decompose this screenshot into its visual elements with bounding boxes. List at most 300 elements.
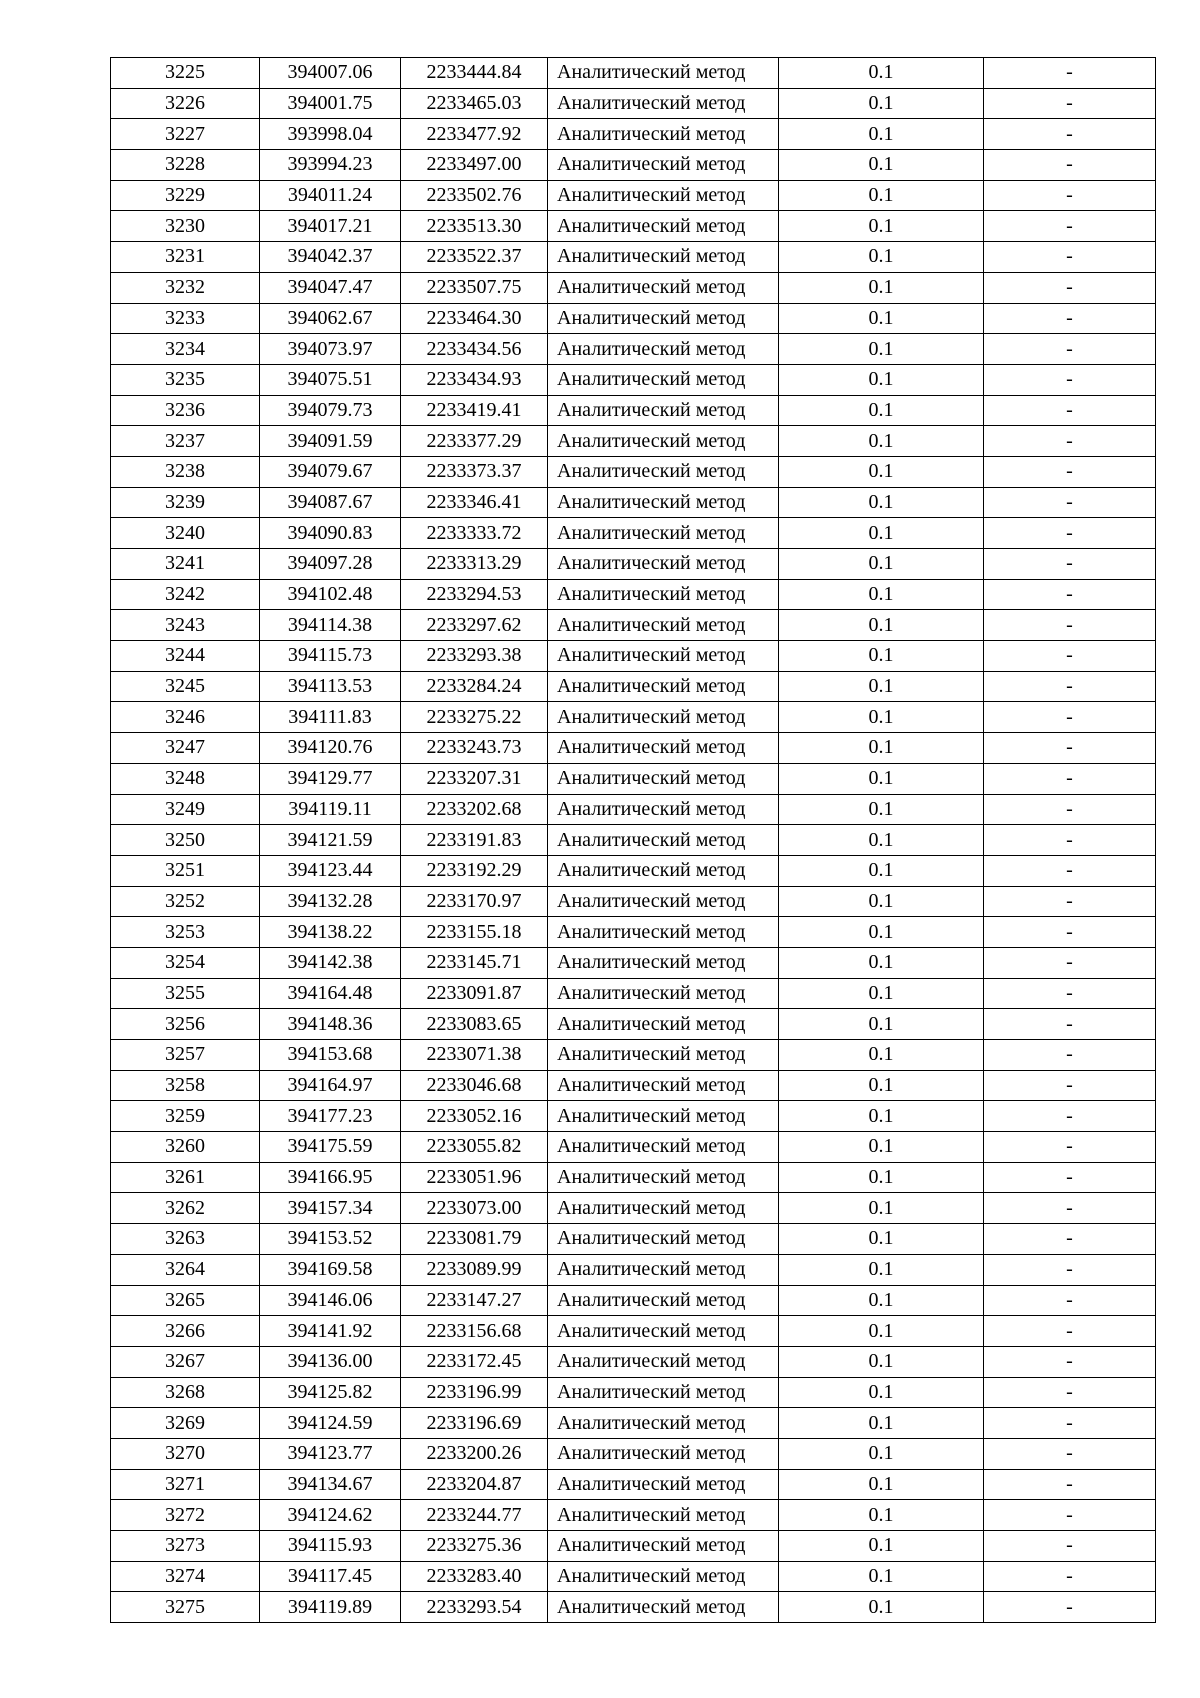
point-number-cell: 3237 — [111, 426, 260, 457]
point-number-cell: 3261 — [111, 1162, 260, 1193]
point-number-cell: 3265 — [111, 1285, 260, 1316]
point-number-cell: 3229 — [111, 180, 260, 211]
x-coordinate-cell: 394169.58 — [260, 1254, 401, 1285]
accuracy-cell: 0.1 — [779, 303, 984, 334]
accuracy-cell: 0.1 — [779, 1101, 984, 1132]
method-cell: Аналитический метод — [548, 1469, 779, 1500]
x-coordinate-cell: 394115.73 — [260, 641, 401, 672]
point-number-cell: 3231 — [111, 242, 260, 273]
table-row — [111, 1254, 1156, 1285]
accuracy-cell: 0.1 — [779, 733, 984, 764]
x-coordinate-cell: 394177.23 — [260, 1101, 401, 1132]
accuracy-cell: 0.1 — [779, 1316, 984, 1347]
x-coordinate-cell: 394141.92 — [260, 1316, 401, 1347]
accuracy-cell: 0.1 — [779, 180, 984, 211]
accuracy-cell: 0.1 — [779, 1438, 984, 1469]
description-cell: - — [984, 1346, 1156, 1377]
y-coordinate-cell: 2233333.72 — [401, 518, 548, 549]
method-cell: Аналитический метод — [548, 1224, 779, 1255]
y-coordinate-cell: 2233145.71 — [401, 947, 548, 978]
x-coordinate-cell: 394121.59 — [260, 825, 401, 856]
accuracy-cell: 0.1 — [779, 426, 984, 457]
point-number-cell: 3246 — [111, 702, 260, 733]
description-cell: - — [984, 1009, 1156, 1040]
y-coordinate-cell: 2233502.76 — [401, 180, 548, 211]
x-coordinate-cell: 394138.22 — [260, 917, 401, 948]
accuracy-cell: 0.1 — [779, 1285, 984, 1316]
x-coordinate-cell: 394017.21 — [260, 211, 401, 242]
x-coordinate-cell: 394079.73 — [260, 395, 401, 426]
accuracy-cell: 0.1 — [779, 702, 984, 733]
description-cell: - — [984, 334, 1156, 365]
coordinates-table-body — [111, 58, 1156, 1623]
table-row — [111, 242, 1156, 273]
y-coordinate-cell: 2233434.93 — [401, 364, 548, 395]
x-coordinate-cell: 394124.59 — [260, 1408, 401, 1439]
description-cell: - — [984, 702, 1156, 733]
accuracy-cell: 0.1 — [779, 579, 984, 610]
table-row — [111, 88, 1156, 119]
accuracy-cell: 0.1 — [779, 1009, 984, 1040]
point-number-cell: 3249 — [111, 794, 260, 825]
method-cell: Аналитический метод — [548, 242, 779, 273]
method-cell: Аналитический метод — [548, 702, 779, 733]
table-row — [111, 855, 1156, 886]
description-cell: - — [984, 456, 1156, 487]
x-coordinate-cell: 394111.83 — [260, 702, 401, 733]
description-cell: - — [984, 917, 1156, 948]
y-coordinate-cell: 2233513.30 — [401, 211, 548, 242]
accuracy-cell: 0.1 — [779, 242, 984, 273]
table-row — [111, 518, 1156, 549]
method-cell: Аналитический метод — [548, 1101, 779, 1132]
method-cell: Аналитический метод — [548, 1377, 779, 1408]
point-number-cell: 3270 — [111, 1438, 260, 1469]
point-number-cell: 3230 — [111, 211, 260, 242]
description-cell: - — [984, 364, 1156, 395]
x-coordinate-cell: 394062.67 — [260, 303, 401, 334]
description-cell: - — [984, 1561, 1156, 1592]
y-coordinate-cell: 2233293.38 — [401, 641, 548, 672]
y-coordinate-cell: 2233243.73 — [401, 733, 548, 764]
x-coordinate-cell: 394175.59 — [260, 1132, 401, 1163]
x-coordinate-cell: 394153.68 — [260, 1040, 401, 1071]
x-coordinate-cell: 394079.67 — [260, 456, 401, 487]
y-coordinate-cell: 2233172.45 — [401, 1346, 548, 1377]
point-number-cell: 3269 — [111, 1408, 260, 1439]
x-coordinate-cell: 394090.83 — [260, 518, 401, 549]
accuracy-cell: 0.1 — [779, 1132, 984, 1163]
y-coordinate-cell: 2233052.16 — [401, 1101, 548, 1132]
table-row — [111, 947, 1156, 978]
table-row — [111, 58, 1156, 89]
description-cell: - — [984, 1469, 1156, 1500]
x-coordinate-cell: 394047.47 — [260, 272, 401, 303]
table-row — [111, 426, 1156, 457]
y-coordinate-cell: 2233170.97 — [401, 886, 548, 917]
description-cell: - — [984, 610, 1156, 641]
accuracy-cell: 0.1 — [779, 150, 984, 181]
method-cell: Аналитический метод — [548, 58, 779, 89]
accuracy-cell: 0.1 — [779, 1377, 984, 1408]
table-row — [111, 1561, 1156, 1592]
table-row — [111, 549, 1156, 580]
y-coordinate-cell: 2233522.37 — [401, 242, 548, 273]
point-number-cell: 3255 — [111, 978, 260, 1009]
y-coordinate-cell: 2233196.99 — [401, 1377, 548, 1408]
description-cell: - — [984, 1592, 1156, 1623]
table-row — [111, 272, 1156, 303]
table-row — [111, 1162, 1156, 1193]
y-coordinate-cell: 2233083.65 — [401, 1009, 548, 1040]
y-coordinate-cell: 2233346.41 — [401, 487, 548, 518]
method-cell: Аналитический метод — [548, 88, 779, 119]
method-cell: Аналитический метод — [548, 579, 779, 610]
x-coordinate-cell: 394001.75 — [260, 88, 401, 119]
y-coordinate-cell: 2233155.18 — [401, 917, 548, 948]
y-coordinate-cell: 2233204.87 — [401, 1469, 548, 1500]
table-row — [111, 1500, 1156, 1531]
x-coordinate-cell: 394125.82 — [260, 1377, 401, 1408]
method-cell: Аналитический метод — [548, 211, 779, 242]
point-number-cell: 3235 — [111, 364, 260, 395]
method-cell: Аналитический метод — [548, 180, 779, 211]
description-cell: - — [984, 641, 1156, 672]
point-number-cell: 3225 — [111, 58, 260, 89]
table-row — [111, 1377, 1156, 1408]
method-cell: Аналитический метод — [548, 855, 779, 886]
method-cell: Аналитический метод — [548, 1408, 779, 1439]
x-coordinate-cell: 394007.06 — [260, 58, 401, 89]
accuracy-cell: 0.1 — [779, 487, 984, 518]
table-row — [111, 1193, 1156, 1224]
accuracy-cell: 0.1 — [779, 1469, 984, 1500]
accuracy-cell: 0.1 — [779, 1193, 984, 1224]
point-number-cell: 3274 — [111, 1561, 260, 1592]
table-row — [111, 641, 1156, 672]
table-row — [111, 1316, 1156, 1347]
accuracy-cell: 0.1 — [779, 671, 984, 702]
x-coordinate-cell: 393994.23 — [260, 150, 401, 181]
accuracy-cell: 0.1 — [779, 978, 984, 1009]
method-cell: Аналитический метод — [548, 1316, 779, 1347]
point-number-cell: 3243 — [111, 610, 260, 641]
accuracy-cell: 0.1 — [779, 211, 984, 242]
x-coordinate-cell: 394075.51 — [260, 364, 401, 395]
accuracy-cell: 0.1 — [779, 549, 984, 580]
description-cell: - — [984, 1254, 1156, 1285]
method-cell: Аналитический метод — [548, 733, 779, 764]
method-cell: Аналитический метод — [548, 549, 779, 580]
point-number-cell: 3236 — [111, 395, 260, 426]
x-coordinate-cell: 394123.77 — [260, 1438, 401, 1469]
description-cell: - — [984, 518, 1156, 549]
y-coordinate-cell: 2233091.87 — [401, 978, 548, 1009]
table-row — [111, 1224, 1156, 1255]
y-coordinate-cell: 2233089.99 — [401, 1254, 548, 1285]
method-cell: Аналитический метод — [548, 487, 779, 518]
method-cell: Аналитический метод — [548, 1500, 779, 1531]
y-coordinate-cell: 2233192.29 — [401, 855, 548, 886]
table-row — [111, 1438, 1156, 1469]
description-cell: - — [984, 947, 1156, 978]
accuracy-cell: 0.1 — [779, 947, 984, 978]
x-coordinate-cell: 394164.48 — [260, 978, 401, 1009]
method-cell: Аналитический метод — [548, 947, 779, 978]
table-row — [111, 303, 1156, 334]
point-number-cell: 3271 — [111, 1469, 260, 1500]
description-cell: - — [984, 1408, 1156, 1439]
table-row — [111, 671, 1156, 702]
y-coordinate-cell: 2233051.96 — [401, 1162, 548, 1193]
description-cell: - — [984, 733, 1156, 764]
accuracy-cell: 0.1 — [779, 1254, 984, 1285]
point-number-cell: 3257 — [111, 1040, 260, 1071]
y-coordinate-cell: 2233202.68 — [401, 794, 548, 825]
point-number-cell: 3248 — [111, 763, 260, 794]
point-number-cell: 3264 — [111, 1254, 260, 1285]
y-coordinate-cell: 2233294.53 — [401, 579, 548, 610]
table-row — [111, 456, 1156, 487]
method-cell: Аналитический метод — [548, 119, 779, 150]
table-row — [111, 211, 1156, 242]
point-number-cell: 3240 — [111, 518, 260, 549]
description-cell: - — [984, 426, 1156, 457]
method-cell: Аналитический метод — [548, 1561, 779, 1592]
accuracy-cell: 0.1 — [779, 1531, 984, 1562]
method-cell: Аналитический метод — [548, 825, 779, 856]
x-coordinate-cell: 394097.28 — [260, 549, 401, 580]
accuracy-cell: 0.1 — [779, 1224, 984, 1255]
table-row — [111, 1101, 1156, 1132]
x-coordinate-cell: 394134.67 — [260, 1469, 401, 1500]
method-cell: Аналитический метод — [548, 671, 779, 702]
y-coordinate-cell: 2233377.29 — [401, 426, 548, 457]
description-cell: - — [984, 1438, 1156, 1469]
accuracy-cell: 0.1 — [779, 886, 984, 917]
method-cell: Аналитический метод — [548, 1254, 779, 1285]
x-coordinate-cell: 394166.95 — [260, 1162, 401, 1193]
table-row — [111, 180, 1156, 211]
x-coordinate-cell: 394091.59 — [260, 426, 401, 457]
x-coordinate-cell: 394132.28 — [260, 886, 401, 917]
y-coordinate-cell: 2233477.92 — [401, 119, 548, 150]
method-cell: Аналитический метод — [548, 1040, 779, 1071]
accuracy-cell: 0.1 — [779, 1592, 984, 1623]
description-cell: - — [984, 1040, 1156, 1071]
description-cell: - — [984, 763, 1156, 794]
table-row — [111, 886, 1156, 917]
y-coordinate-cell: 2233073.00 — [401, 1193, 548, 1224]
y-coordinate-cell: 2233196.69 — [401, 1408, 548, 1439]
table-row — [111, 119, 1156, 150]
description-cell: - — [984, 825, 1156, 856]
x-coordinate-cell: 394153.52 — [260, 1224, 401, 1255]
y-coordinate-cell: 2233297.62 — [401, 610, 548, 641]
y-coordinate-cell: 2233284.24 — [401, 671, 548, 702]
point-number-cell: 3256 — [111, 1009, 260, 1040]
table-row — [111, 364, 1156, 395]
accuracy-cell: 0.1 — [779, 88, 984, 119]
description-cell: - — [984, 88, 1156, 119]
description-cell: - — [984, 1500, 1156, 1531]
y-coordinate-cell: 2233444.84 — [401, 58, 548, 89]
description-cell: - — [984, 1316, 1156, 1347]
table-row — [111, 487, 1156, 518]
y-coordinate-cell: 2233071.38 — [401, 1040, 548, 1071]
accuracy-cell: 0.1 — [779, 794, 984, 825]
y-coordinate-cell: 2233046.68 — [401, 1070, 548, 1101]
table-row — [111, 150, 1156, 181]
method-cell: Аналитический метод — [548, 1592, 779, 1623]
x-coordinate-cell: 394011.24 — [260, 180, 401, 211]
point-number-cell: 3275 — [111, 1592, 260, 1623]
x-coordinate-cell: 394146.06 — [260, 1285, 401, 1316]
table-row — [111, 1592, 1156, 1623]
y-coordinate-cell: 2233200.26 — [401, 1438, 548, 1469]
point-number-cell: 3242 — [111, 579, 260, 610]
point-number-cell: 3245 — [111, 671, 260, 702]
x-coordinate-cell: 394073.97 — [260, 334, 401, 365]
description-cell: - — [984, 794, 1156, 825]
table-row — [111, 825, 1156, 856]
table-row — [111, 1040, 1156, 1071]
description-cell: - — [984, 671, 1156, 702]
coordinates-table — [110, 57, 1156, 1623]
point-number-cell: 3260 — [111, 1132, 260, 1163]
table-row — [111, 917, 1156, 948]
point-number-cell: 3266 — [111, 1316, 260, 1347]
accuracy-cell: 0.1 — [779, 855, 984, 886]
table-row — [111, 334, 1156, 365]
point-number-cell: 3247 — [111, 733, 260, 764]
point-number-cell: 3262 — [111, 1193, 260, 1224]
x-coordinate-cell: 394164.97 — [260, 1070, 401, 1101]
point-number-cell: 3253 — [111, 917, 260, 948]
description-cell: - — [984, 119, 1156, 150]
accuracy-cell: 0.1 — [779, 1162, 984, 1193]
table-row — [111, 794, 1156, 825]
accuracy-cell: 0.1 — [779, 518, 984, 549]
description-cell: - — [984, 855, 1156, 886]
method-cell: Аналитический метод — [548, 794, 779, 825]
x-coordinate-cell: 394119.89 — [260, 1592, 401, 1623]
table-row — [111, 1408, 1156, 1439]
method-cell: Аналитический метод — [548, 303, 779, 334]
y-coordinate-cell: 2233465.03 — [401, 88, 548, 119]
method-cell: Аналитический метод — [548, 641, 779, 672]
accuracy-cell: 0.1 — [779, 825, 984, 856]
point-number-cell: 3227 — [111, 119, 260, 150]
method-cell: Аналитический метод — [548, 1162, 779, 1193]
accuracy-cell: 0.1 — [779, 763, 984, 794]
y-coordinate-cell: 2233497.00 — [401, 150, 548, 181]
x-coordinate-cell: 394157.34 — [260, 1193, 401, 1224]
table-row — [111, 702, 1156, 733]
description-cell: - — [984, 1193, 1156, 1224]
x-coordinate-cell: 394123.44 — [260, 855, 401, 886]
point-number-cell: 3244 — [111, 641, 260, 672]
accuracy-cell: 0.1 — [779, 272, 984, 303]
description-cell: - — [984, 886, 1156, 917]
method-cell: Аналитический метод — [548, 1070, 779, 1101]
x-coordinate-cell: 394117.45 — [260, 1561, 401, 1592]
description-cell: - — [984, 1132, 1156, 1163]
method-cell: Аналитический метод — [548, 1193, 779, 1224]
method-cell: Аналитический метод — [548, 610, 779, 641]
point-number-cell: 3252 — [111, 886, 260, 917]
x-coordinate-cell: 393998.04 — [260, 119, 401, 150]
description-cell: - — [984, 1531, 1156, 1562]
description-cell: - — [984, 487, 1156, 518]
x-coordinate-cell: 394136.00 — [260, 1346, 401, 1377]
y-coordinate-cell: 2233147.27 — [401, 1285, 548, 1316]
table-row — [111, 1070, 1156, 1101]
description-cell: - — [984, 978, 1156, 1009]
point-number-cell: 3238 — [111, 456, 260, 487]
description-cell: - — [984, 1224, 1156, 1255]
y-coordinate-cell: 2233055.82 — [401, 1132, 548, 1163]
description-cell: - — [984, 1285, 1156, 1316]
x-coordinate-cell: 394114.38 — [260, 610, 401, 641]
method-cell: Аналитический метод — [548, 272, 779, 303]
x-coordinate-cell: 394124.62 — [260, 1500, 401, 1531]
description-cell: - — [984, 242, 1156, 273]
description-cell: - — [984, 211, 1156, 242]
point-number-cell: 3250 — [111, 825, 260, 856]
accuracy-cell: 0.1 — [779, 1561, 984, 1592]
point-number-cell: 3273 — [111, 1531, 260, 1562]
y-coordinate-cell: 2233434.56 — [401, 334, 548, 365]
table-row — [111, 978, 1156, 1009]
method-cell: Аналитический метод — [548, 1285, 779, 1316]
point-number-cell: 3226 — [111, 88, 260, 119]
method-cell: Аналитический метод — [548, 978, 779, 1009]
method-cell: Аналитический метод — [548, 1132, 779, 1163]
x-coordinate-cell: 394120.76 — [260, 733, 401, 764]
description-cell: - — [984, 395, 1156, 426]
y-coordinate-cell: 2233191.83 — [401, 825, 548, 856]
description-cell: - — [984, 150, 1156, 181]
method-cell: Аналитический метод — [548, 150, 779, 181]
method-cell: Аналитический метод — [548, 456, 779, 487]
description-cell: - — [984, 1101, 1156, 1132]
x-coordinate-cell: 394142.38 — [260, 947, 401, 978]
accuracy-cell: 0.1 — [779, 1346, 984, 1377]
description-cell: - — [984, 303, 1156, 334]
method-cell: Аналитический метод — [548, 1346, 779, 1377]
y-coordinate-cell: 2233275.36 — [401, 1531, 548, 1562]
accuracy-cell: 0.1 — [779, 610, 984, 641]
table-row — [111, 1346, 1156, 1377]
method-cell: Аналитический метод — [548, 917, 779, 948]
method-cell: Аналитический метод — [548, 518, 779, 549]
accuracy-cell: 0.1 — [779, 364, 984, 395]
description-cell: - — [984, 1162, 1156, 1193]
point-number-cell: 3267 — [111, 1346, 260, 1377]
description-cell: - — [984, 272, 1156, 303]
table-row — [111, 1009, 1156, 1040]
y-coordinate-cell: 2233464.30 — [401, 303, 548, 334]
point-number-cell: 3239 — [111, 487, 260, 518]
accuracy-cell: 0.1 — [779, 58, 984, 89]
accuracy-cell: 0.1 — [779, 1408, 984, 1439]
table-row — [111, 610, 1156, 641]
y-coordinate-cell: 2233373.37 — [401, 456, 548, 487]
method-cell: Аналитический метод — [548, 334, 779, 365]
table-row — [111, 1469, 1156, 1500]
table-row — [111, 1531, 1156, 1562]
